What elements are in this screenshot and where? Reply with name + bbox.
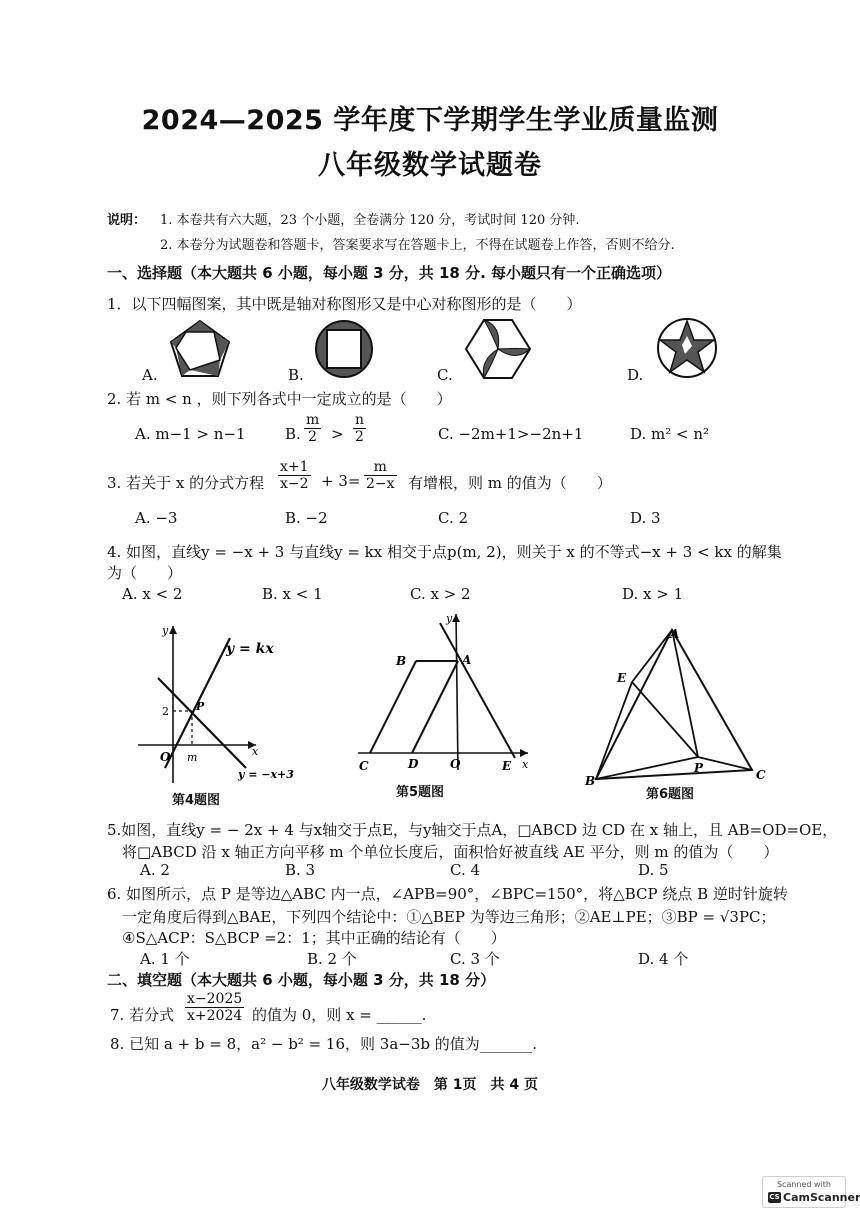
figure-4-caption: 第4题图 — [172, 793, 221, 808]
question-2-stem: 2. 若 m < n ，则下列各式中一定成立的是（ ） — [107, 390, 452, 408]
question-1-stem: 1．以下四幅图案，其中既是轴对称图形又是中心对称图形的是（ ） — [107, 295, 582, 313]
question-6-line-3: ④S△ACP：S△BCP =2：1；其中正确的结论有（ ） — [122, 929, 506, 947]
q4-option-c: C. x > 2 — [410, 585, 471, 603]
question-5-line-2: 将□ABCD 沿 x 轴正方向平移 m 个单位长度后，面积恰好被直线 AE 平分，则 m 的值为（ ） — [122, 843, 779, 861]
fig4-origin: O — [160, 750, 171, 764]
figure-6 — [580, 622, 770, 787]
q6-option-a: A. 1 个 — [140, 950, 190, 968]
camscanner-logo-icon: CS — [769, 1193, 780, 1201]
q4-option-a: A. x < 2 — [122, 585, 183, 603]
fig5-point-b: B — [396, 654, 407, 668]
q2-option-b-fraction-1: $\frac{m}{2}$ — [306, 412, 320, 445]
fig4-line-kx-label: y = kx — [226, 641, 274, 657]
q4-option-d: D. x > 1 — [622, 585, 684, 603]
fig6-point-c: C — [756, 768, 766, 782]
fig4-point-p: P — [196, 700, 205, 713]
fig4-x-axis-label: x — [252, 745, 259, 758]
q1-figure-a-pentagon — [168, 318, 232, 380]
q1-option-b: B. — [288, 366, 304, 384]
exam-subtitle: 八年级数学试题卷 — [318, 150, 542, 181]
fig5-point-e: E — [502, 759, 512, 773]
q5-option-b: B. 3 — [285, 861, 316, 879]
q3-plus-three: + 3= — [321, 472, 361, 490]
q6-option-c: C. 3 个 — [450, 950, 500, 968]
figure-5-caption: 第5题图 — [396, 785, 445, 800]
q6-option-d: D. 4 个 — [638, 950, 689, 968]
q5-option-c: C. 4 — [450, 861, 481, 879]
q3-fraction-2: $\frac{m}{2-x}$ — [366, 459, 395, 492]
question-3-stem-start: 3. 若关于 x 的分式方程 — [107, 474, 265, 492]
fig6-point-e: E — [617, 671, 627, 685]
q2-option-b-label: B. — [285, 425, 301, 443]
fig5-y-axis-label: y — [446, 612, 453, 625]
q1-figure-c-hexagon — [464, 318, 532, 380]
q2-option-a: A. m−1 > n−1 — [135, 425, 246, 443]
fig5-point-a: A — [462, 653, 472, 667]
question-6-line-1: 6. 如图所示，点 P 是等边△ABC 内一点，∠APB=90°，∠BPC=150°，将△BCP 绕点 B 逆时针旋转 — [107, 885, 788, 903]
fig4-tick-m: m — [187, 751, 198, 764]
question-5-line-1: 5.如图，直线y = − 2x + 4 与x轴交于点E，与y轴交于点A，□ABCD 边 CD 在 x 轴上，且 AB=OD=OE， — [107, 821, 838, 839]
fig6-point-p: P — [694, 761, 704, 775]
fig4-y-axis-label: y — [162, 624, 169, 637]
q5-option-d: D. 5 — [638, 861, 669, 879]
q3-option-a: A. −3 — [135, 509, 178, 527]
fig5-origin: O — [450, 757, 461, 771]
scanned-with-text: Scanned with — [776, 1180, 832, 1189]
exam-title: 2024—2025 学年度下学期学生学业质量监测 — [141, 105, 719, 136]
q1-option-c: C. — [437, 366, 453, 384]
question-4-stem: 4. 如图，直线y = −x + 3 与直线y = kx 相交于点p(m, 2)，则关于 x 的不等式−x + 3 < kx 的解集 — [107, 543, 782, 561]
camscanner-badge — [762, 1176, 860, 1208]
question-6-line-2: 一定角度后得到△BAE，下列四个结论中：①△BEP 为等边三角形；②AE⊥PE；③BP = √3PC； — [122, 908, 776, 926]
page-footer: 八年级数学试卷 第 1页 共 4 页 — [321, 1077, 539, 1093]
q2-option-c: C. −2m+1>−2n+1 — [438, 425, 584, 443]
fig4-tick-2: 2 — [162, 705, 169, 718]
q3-option-b: B. −2 — [285, 509, 328, 527]
camscanner-text: CamScanner — [783, 1191, 860, 1204]
q7-fraction: $\frac{x-2025}{x+2024}$ — [187, 991, 243, 1024]
q1-figure-b-circle-square — [313, 318, 375, 380]
section-2-heading: 二、填空题（本大题共 6 小题，每小题 3 分，共 18 分） — [107, 971, 496, 989]
q1-figure-d-star — [655, 316, 719, 380]
q2-option-b-operator: > — [331, 425, 344, 443]
fig5-point-c: C — [359, 759, 369, 773]
instructions-line-1: 1. 本卷共有六大题，23 个小题，全卷满分 120 分，考试时间 120 分钟. — [160, 213, 580, 228]
question-7-suffix: 的值为 0，则 x = ______. — [252, 1006, 427, 1024]
q3-option-d: D. 3 — [630, 509, 661, 527]
fig5-point-d: D — [408, 757, 419, 771]
q1-option-d: D. — [627, 366, 644, 384]
q6-option-b: B. 2 个 — [307, 950, 357, 968]
question-3-stem-end: 有增根，则 m 的值为（ ） — [408, 474, 612, 492]
instructions-line-2: 2. 本卷分为试题卷和答题卡，答案要求写在答题卡上，不得在试题卷上作答，否则不给分. — [160, 238, 675, 253]
fig5-x-axis-label: x — [522, 758, 529, 771]
section-1-heading: 一、选择题（本大题共 6 小题，每小题 3 分，共 18 分. 每小题只有一个正确选项） — [107, 264, 672, 282]
instructions-label: 说明： — [107, 213, 147, 228]
q1-option-a: A. — [142, 366, 158, 384]
figure-4 — [138, 618, 298, 803]
fig6-point-a: A — [670, 627, 680, 641]
question-7-prefix: 7. 若分式 — [110, 1006, 175, 1024]
figure-6-caption: 第6题图 — [646, 787, 695, 802]
q3-option-c: C. 2 — [438, 509, 469, 527]
fig4-line-label: y = −x+3 — [238, 768, 294, 781]
q4-option-b: B. x < 1 — [262, 585, 323, 603]
q2-option-d: D. m² < n² — [630, 425, 710, 443]
question-4-stem-cont: 为（ ） — [107, 564, 183, 582]
q3-fraction-1: $\frac{x+1}{x-2}$ — [280, 459, 309, 492]
q2-option-b-fraction-2: $\frac{n}{2}$ — [355, 412, 365, 445]
q5-option-a: A. 2 — [140, 861, 170, 879]
question-8: 8. 已知 a + b = 8，a² − b² = 16，则 3a−3b 的值为_______. — [110, 1035, 538, 1053]
fig6-point-b: B — [585, 774, 596, 787]
figure-5 — [350, 608, 535, 778]
